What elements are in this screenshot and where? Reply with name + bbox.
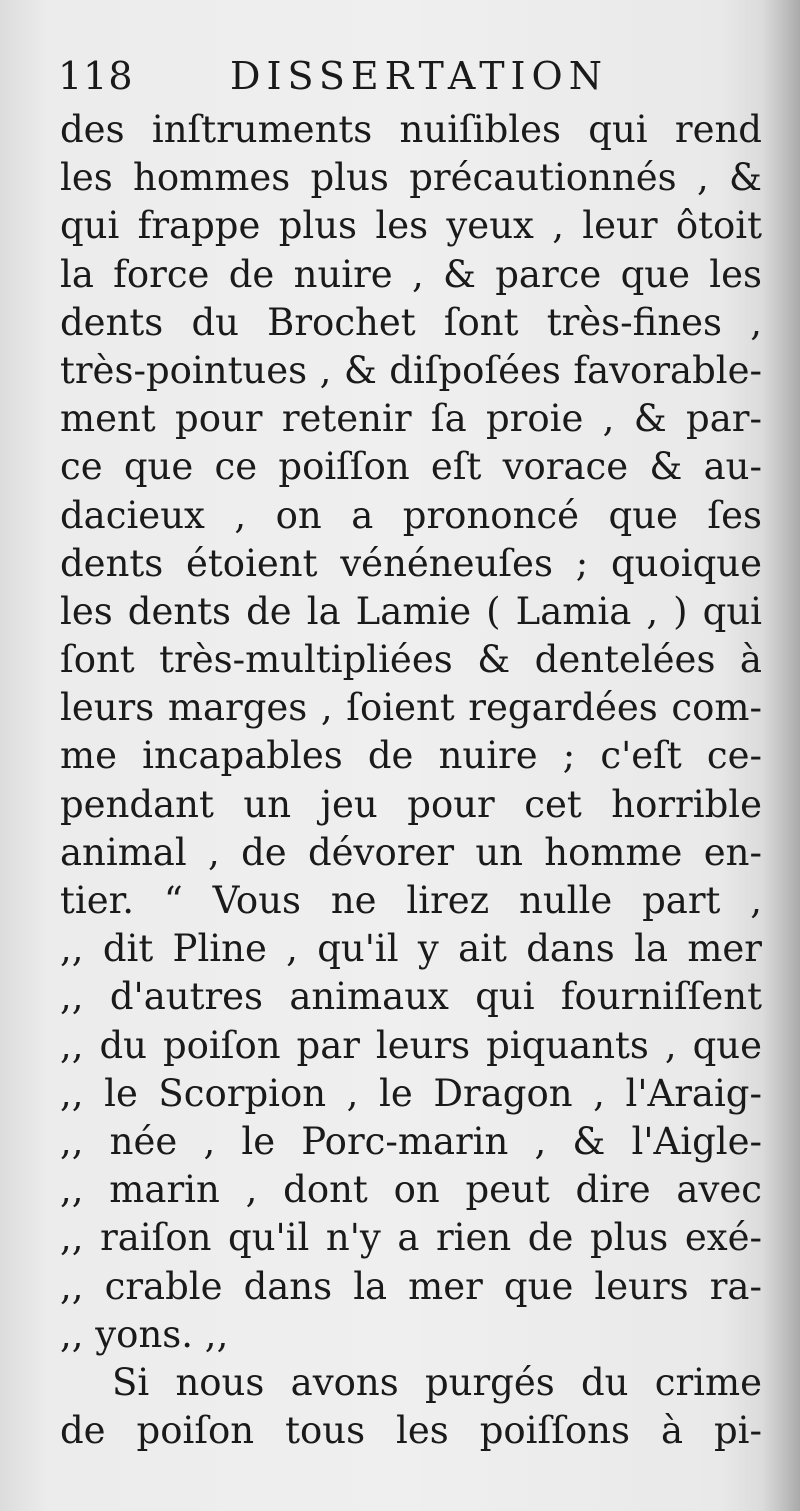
text-line: les hommes plus précautionnés , &: [60, 156, 762, 200]
text-line: me incapables de nuire ; c'eſt ce-: [60, 734, 762, 778]
text-line: ,, d'autres animaux qui fourniſſent: [60, 975, 762, 1019]
page-number: 118: [58, 54, 134, 98]
text-line: ,, crable dans la mer que leurs ra-: [60, 1264, 762, 1308]
text-line: leurs marges , ſoient regardées com-: [60, 686, 762, 730]
text-line: tier. “ Vous ne lirez nulle part ,: [60, 879, 762, 922]
text-line: ſont très-multipliées & dentelées à: [60, 638, 762, 682]
text-line: les dents de la Lamie ( Lamia , ) qui: [60, 589, 762, 633]
text-line: pendant un jeu pour cet horrible: [60, 782, 762, 826]
text-line: la force de nuire , & parce que les: [60, 252, 762, 296]
text-line: ,, le Scorpion , le Dragon , l'Araig-: [60, 1071, 762, 1115]
text-line: qui frappe plus les yeux , leur ôtoit: [60, 204, 762, 248]
text-line: dents étoient vénéneuſes ; quoique: [60, 541, 762, 585]
text-line: Si nous avons purgés du crime: [112, 1360, 762, 1404]
body-text: [60, 106, 762, 1455]
text-line: ment pour retenir ſa proie , & par-: [60, 397, 762, 441]
text-line: ,, yons. ,,: [60, 1312, 229, 1356]
text-line: ,, née , le Porc-marin , & l'Aigle-: [60, 1119, 762, 1163]
text-line: des inſtruments nuiſibles qui rend: [60, 108, 762, 151]
text-line: ,, du poiſon par leurs piquants , que: [60, 1023, 762, 1067]
text-line: ,, raiſon qu'il n'y a rien de plus exé-: [60, 1216, 762, 1260]
page-header: [58, 48, 758, 104]
text-line: ,, dit Pline , qu'il y ait dans la mer: [60, 927, 762, 971]
text-line: ,, marin , dont on peut dire avec: [60, 1168, 762, 1212]
text-line: dents du Brochet ſont très-fines ,: [60, 300, 762, 344]
text-line: ce que ce poiſſon eſt vorace & au-: [60, 445, 762, 489]
text-line: animal , de dévorer un homme en-: [60, 830, 762, 874]
text-line: très-pointues , & diſpoſées favorable-: [60, 348, 762, 392]
text-line: dacieux , on a prononcé que ſes: [60, 493, 762, 537]
page-gutter-shadow: [762, 0, 800, 1511]
text-line: de poiſon tous les poiſſons à pi-: [60, 1409, 762, 1453]
running-head: DISSERTATION: [230, 54, 608, 98]
